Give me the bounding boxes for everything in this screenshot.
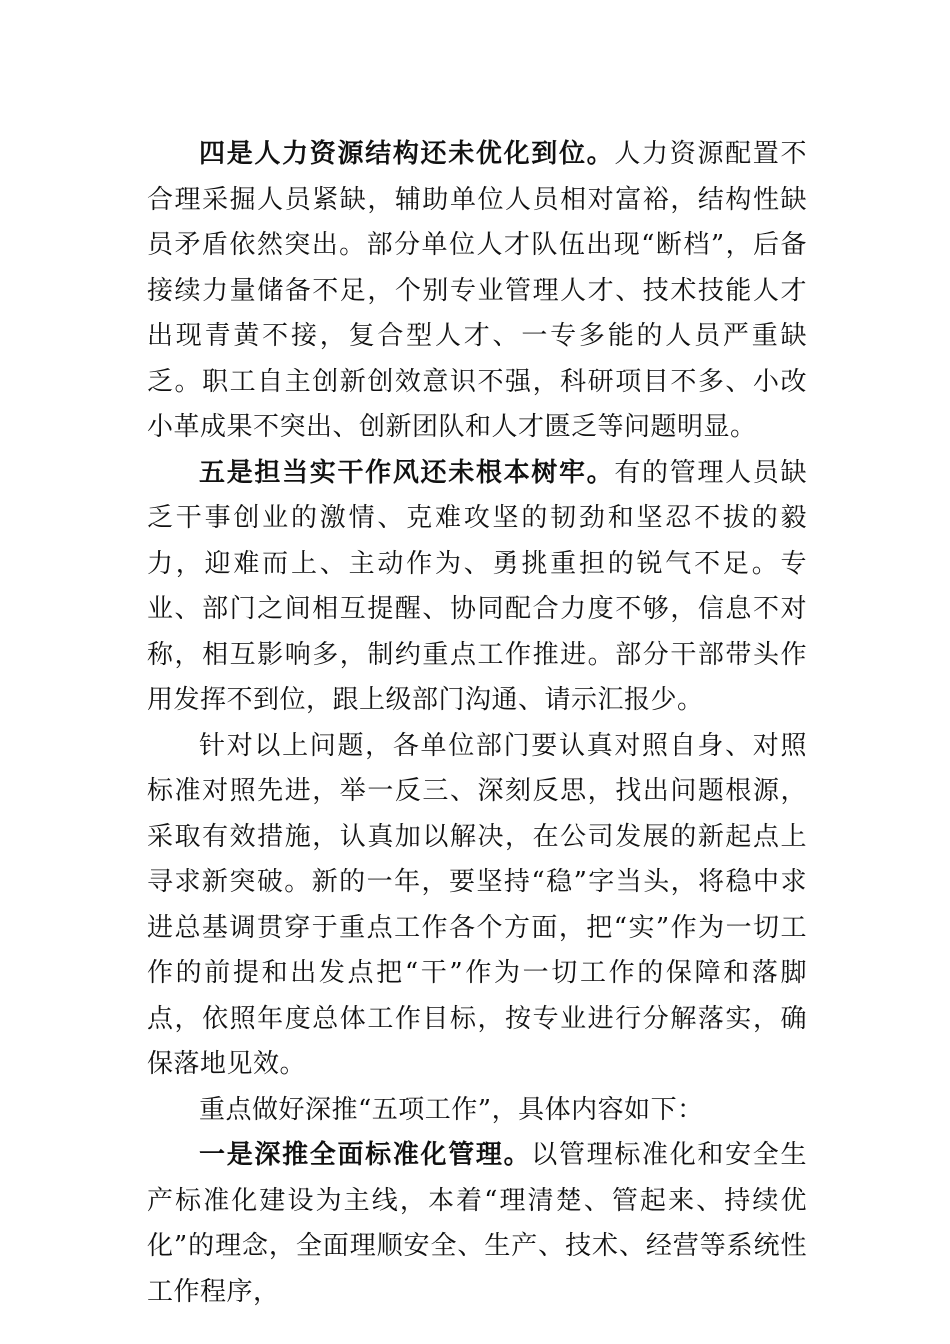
paragraph-lead: 四是人力资源结构还未优化到位。 [199,139,615,169]
document-page [147,132,807,1315]
paragraph-body: 人力资源配置不合理采掘人员紧缺，辅助单位人员相对富裕，结构性缺员矛盾依然突出。部分单位人才队伍出现“断档”，后备接续力量储备不足，个别专业管理人才、技术技能人才出现青黄不接，复合型人才、一专多能的人员严重缺乏。职工自主创新创效意识不强，科研项目不多、小改小革成果不突出、创新团队和人才匮乏等问题明显。 [147,139,807,442]
paragraph-human-resources [147,132,807,451]
paragraph-body: 针对以上问题，各单位部门要认真对照自身、对照标准对照先进，举一反三、深刻反思，找出问题根源，采取有效措施，认真加以解决，在公司发展的新起点上寻求新突破。新的一年，要坚持“稳”字当头，将稳中求进总基调贯穿于重点工作各个方面，把“实”作为一切工作的前提和出发点把“干”作为一切工作的保障和落脚点，依照年度总体工作目标，按专业进行分解落实，确保落地见效。 [147,730,807,1079]
paragraph-body: 重点做好深推“五项工作”，具体内容如下： [199,1094,704,1125]
paragraph-work-style [147,451,807,724]
paragraph-standardization [147,1133,807,1315]
paragraph-body: 有的管理人员缺乏干事创业的激情、克难攻坚的韧劲和坚忍不拔的毅力，迎难而上、主动作为、勇挑重担的锐气不足。专业、部门之间相互提醒、协同配合力度不够，信息不对称，相互影响多，制约重点工作推进。部分干部带头作用发挥不到位，跟上级部门沟通、请示汇报少。 [147,457,807,715]
paragraph-five-tasks-intro [147,1088,807,1134]
paragraph-body: 以管理标准化和安全生产标准化建设为主线，本着“理清楚、管起来、持续优化”的理念，全面理顺安全、生产、技术、经营等系统性工作程序， [147,1140,807,1307]
paragraph-lead: 一是深推全面标准化管理。 [199,1140,532,1170]
paragraph-lead: 五是担当实干作风还未根本树牢。 [199,457,615,488]
paragraph-response [147,724,807,1088]
